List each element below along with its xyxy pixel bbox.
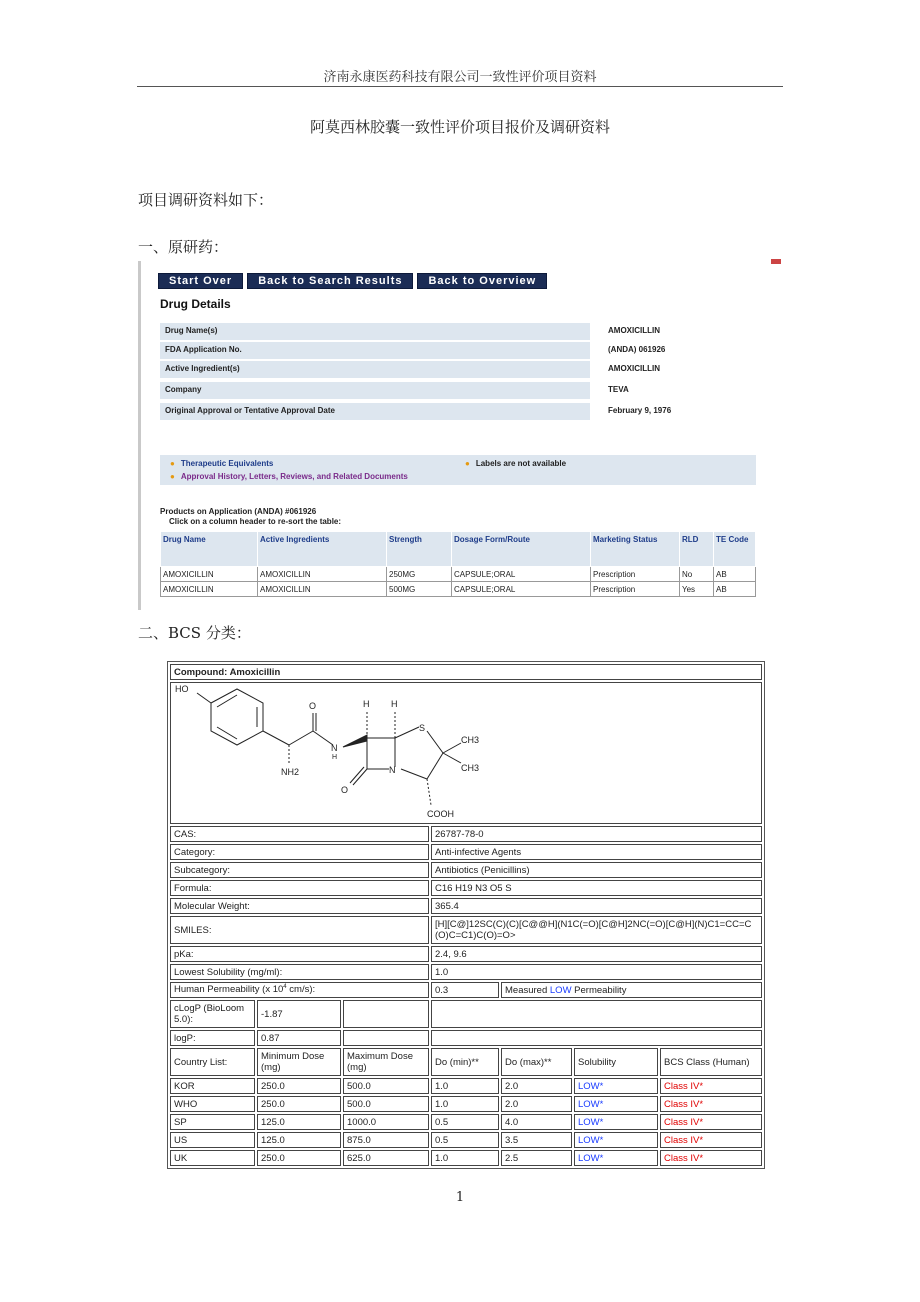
svg-text:H: H bbox=[391, 699, 398, 709]
svg-text:O: O bbox=[341, 785, 349, 795]
detail-row bbox=[160, 323, 753, 340]
detail-value: (ANDA) 061926 bbox=[608, 345, 666, 354]
permeability-row: Human Permeability (x $10^4$ cm/s): 0.3 Measured LOW Permeability bbox=[170, 982, 762, 998]
property-row: Formula: C16 H19 N3 O5 S bbox=[170, 880, 762, 896]
bcs-table bbox=[167, 661, 765, 1169]
column-header-dosage-form[interactable]: Dosage Form/Route bbox=[452, 532, 591, 567]
related-links-box bbox=[160, 455, 756, 485]
start-over-button[interactable]: Start Over bbox=[158, 273, 243, 289]
svg-text:S: S bbox=[419, 723, 426, 733]
svg-text:H: H bbox=[363, 699, 370, 709]
svg-text:NH2: NH2 bbox=[281, 767, 300, 777]
section-bcs: 二、BCS 分类： bbox=[138, 624, 251, 642]
detail-row bbox=[160, 361, 753, 378]
svg-text:COOH: COOH bbox=[427, 809, 454, 819]
column-header-strength[interactable]: Strength bbox=[387, 532, 452, 567]
svg-text:CH3: CH3 bbox=[461, 763, 480, 773]
svg-text:CH3: CH3 bbox=[461, 735, 480, 745]
dose-row: WHO 250.0 500.0 1.0 2.0 LOW* Class IV* bbox=[170, 1096, 762, 1112]
svg-text:HO: HO bbox=[175, 684, 189, 694]
table-row: AMOXICILLIN AMOXICILLIN 500MG CAPSULE;ORAL Prescription Yes AB bbox=[161, 582, 756, 597]
dose-row: SP 125.0 1000.0 0.5 4.0 LOW* Class IV* bbox=[170, 1114, 762, 1130]
back-to-overview-button[interactable]: Back to Overview bbox=[417, 273, 547, 289]
svg-text:N: N bbox=[331, 743, 338, 753]
property-row: Category: Anti-infective Agents bbox=[170, 844, 762, 860]
detail-row bbox=[160, 342, 753, 359]
chemical-structure bbox=[170, 682, 762, 824]
back-to-search-results-button[interactable]: Back to Search Results bbox=[247, 273, 413, 289]
window-corner-icon bbox=[771, 259, 781, 264]
column-header-rld[interactable]: RLD bbox=[680, 532, 714, 567]
clogp-row: cLogP (BioLoom 5.0): -1.87 bbox=[170, 1000, 762, 1028]
detail-label: Drug Name(s) bbox=[165, 326, 218, 335]
detail-row bbox=[160, 382, 753, 399]
property-row: pKa: 2.4, 9.6 bbox=[170, 946, 762, 962]
permeability-label: Human Permeability (x $10^4$ cm/s): bbox=[170, 982, 429, 998]
permeability-note: Measured LOW Permeability bbox=[501, 982, 762, 998]
column-header-marketing-status[interactable]: Marketing Status bbox=[591, 532, 680, 567]
drug-details-heading: Drug Details bbox=[160, 297, 231, 311]
intro-text: 项目调研资料如下： bbox=[138, 191, 274, 209]
running-header: 济南永康医药科技有限公司一致性评价项目资料 bbox=[323, 70, 597, 85]
dose-header-row: Country List: Minimum Dose (mg) Maximum Dose (mg) Do (min)** Do (max)** Solubility BCS Class (Human) bbox=[170, 1048, 762, 1076]
detail-label: FDA Application No. bbox=[165, 345, 242, 354]
column-header-active-ingredients[interactable]: Active Ingredients bbox=[258, 532, 387, 567]
svg-text:H: H bbox=[332, 754, 338, 761]
property-row: Molecular Weight: 365.4 bbox=[170, 898, 762, 914]
document-title: 阿莫西林胶囊一致性评价项目报价及调研资料 bbox=[309, 118, 610, 136]
property-row: Subcategory: Antibiotics (Penicillins) bbox=[170, 862, 762, 878]
approval-history-link[interactable]: ● Approval History, Letters, Reviews, and Related Documents bbox=[170, 472, 408, 481]
bullet-icon: ● bbox=[465, 459, 470, 468]
detail-value: February 9, 1976 bbox=[608, 406, 672, 415]
bullet-icon: ● bbox=[170, 459, 175, 468]
property-row: CAS: 26787-78-0 bbox=[170, 826, 762, 842]
dose-row: KOR 250.0 500.0 1.0 2.0 LOW* Class IV* bbox=[170, 1078, 762, 1094]
page-number: 1 bbox=[455, 1190, 465, 1205]
logp-row: logP: 0.87 bbox=[170, 1030, 762, 1046]
svg-text:O: O bbox=[309, 701, 317, 711]
dose-row: US 125.0 875.0 0.5 3.5 LOW* Class IV* bbox=[170, 1132, 762, 1148]
therapeutic-equivalents-link[interactable]: ● Therapeutic Equivalents bbox=[170, 459, 274, 468]
detail-label: Company bbox=[165, 385, 202, 394]
fda-screenshot bbox=[138, 261, 784, 610]
compound-name: Compound: Amoxicillin bbox=[170, 664, 762, 680]
detail-value: TEVA bbox=[608, 385, 629, 394]
detail-value: AMOXICILLIN bbox=[608, 326, 660, 335]
header-rule bbox=[137, 86, 783, 87]
products-heading: Products on Application (ANDA) #061926 Click on a column header to re-sort the table: bbox=[160, 507, 342, 526]
property-row: SMILES: [H][C@]12SC(C)(C)[C@@H](N1C(=O)[C@H]2NC(=O)[C@H](N)C1=CC=C(O)C=C1)C(O)=O> bbox=[170, 916, 762, 944]
table-row: AMOXICILLIN AMOXICILLIN 250MG CAPSULE;ORAL Prescription No AB bbox=[161, 567, 756, 582]
labels-status: ● Labels are not available bbox=[465, 459, 567, 468]
section-original-drug: 一、原研药： bbox=[138, 238, 229, 256]
detail-label: Active Ingredient(s) bbox=[165, 364, 240, 373]
dose-row: UK 250.0 625.0 1.0 2.5 LOW* Class IV* bbox=[170, 1150, 762, 1166]
nav-buttons bbox=[158, 271, 551, 285]
column-header-drug-name[interactable]: Drug Name bbox=[161, 532, 258, 567]
bullet-icon: ● bbox=[170, 472, 175, 481]
property-row: Lowest Solubility (mg/ml): 1.0 bbox=[170, 964, 762, 980]
svg-text:N: N bbox=[389, 765, 396, 775]
amoxicillin-structure-icon bbox=[171, 683, 759, 823]
detail-label: Original Approval or Tentative Approval Date bbox=[165, 406, 335, 415]
detail-row bbox=[160, 403, 753, 420]
column-header-te-code[interactable]: TE Code bbox=[714, 532, 756, 567]
products-table bbox=[160, 531, 756, 597]
detail-value: AMOXICILLIN bbox=[608, 364, 660, 373]
